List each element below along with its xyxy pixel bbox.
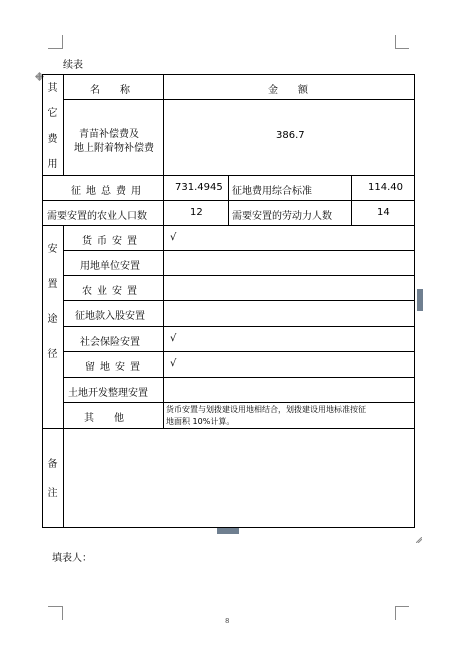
remarks-content-area[interactable] — [64, 429, 414, 527]
row-resize-handle[interactable] — [217, 528, 239, 534]
row-line-7 — [63, 300, 415, 301]
resettlement-side-label: 安 置 途 径 — [47, 244, 58, 360]
other-resettlement-text-line2: 地面积 10%计算。 — [166, 417, 235, 426]
table-border-top — [42, 74, 415, 75]
standard-label: 征地费用综合标准 — [232, 186, 312, 197]
resettlement-item-label: 征地款入股安置 — [75, 311, 145, 322]
total-cost-label: 征地总费用 — [71, 186, 146, 197]
col-line-side — [63, 74, 64, 175]
name-header: 名 称 — [90, 85, 130, 96]
row-line-9 — [63, 351, 415, 352]
table-border-bottom — [42, 527, 415, 528]
crop-mark-top-left-v — [62, 35, 63, 49]
resettlement-item-label: 用地单位安置 — [80, 261, 140, 272]
continuation-label: 续表 — [63, 60, 83, 71]
page-number: 8 — [225, 617, 230, 625]
crop-mark-bottom-right-h — [395, 606, 409, 607]
remarks-side-label: 备 注 — [47, 459, 58, 499]
row-line-4 — [42, 225, 415, 226]
resettlement-item-label: 农业安置 — [82, 286, 142, 297]
resettlement-item-value: √ — [170, 333, 177, 344]
table-resize-handle[interactable] — [416, 528, 422, 534]
labor-value: 14 — [377, 207, 390, 218]
crop-mark-top-right-v — [395, 35, 396, 49]
row-line-10 — [63, 377, 415, 378]
resettlement-item-label: 货币安置 — [82, 236, 142, 247]
crop-mark-bottom-left-v — [62, 606, 63, 620]
row-line-6 — [63, 275, 415, 276]
other-costs-side-label: 其 它 费 用 — [47, 83, 58, 170]
preparer-label: 填表人： — [52, 553, 92, 564]
other-resettlement-text-line1: 货币安置与划拨建设用地相结合，划拨建设用地标准按征 — [166, 405, 366, 414]
compensation-item-line2: 地上附着物补偿费 — [74, 143, 154, 154]
crop-mark-bottom-right-v — [395, 606, 396, 620]
standard-value: 114.40 — [368, 182, 403, 193]
crop-mark-bottom-left-h — [48, 606, 63, 607]
amount-header: 金 额 — [268, 85, 308, 96]
crop-mark-top-right-h — [395, 48, 409, 49]
resize-corner-icon — [416, 537, 422, 543]
farmers-label: 需要安置的农业人口数 — [47, 211, 147, 222]
col-line-name — [163, 74, 164, 428]
resettlement-item-label: 土地开发整理安置 — [68, 388, 148, 399]
row-line-1 — [63, 99, 415, 100]
resettlement-item-label: 社会保险安置 — [80, 337, 140, 348]
compensation-amount: 386.7 — [276, 130, 305, 141]
farmers-value: 12 — [190, 207, 203, 218]
resettlement-item-label: 留地安置 — [85, 362, 145, 373]
row-line-2 — [42, 175, 415, 176]
total-cost-value: 731.4945 — [175, 182, 223, 193]
crop-mark-top-left-h — [48, 48, 63, 49]
column-resize-handle[interactable] — [417, 289, 423, 311]
compensation-item-line1: 青苗补偿费及 — [79, 129, 139, 140]
resettlement-item-value: √ — [170, 232, 177, 243]
table-border-right — [414, 74, 415, 528]
row-line-8 — [63, 326, 415, 327]
labor-label: 需要安置的劳动力人数 — [232, 211, 332, 222]
row-line-5 — [63, 250, 415, 251]
row-line-11 — [63, 402, 415, 403]
other-resettlement-label: 其 他 — [84, 413, 124, 424]
row-line-3 — [42, 200, 415, 201]
resettlement-item-value: √ — [170, 358, 177, 369]
